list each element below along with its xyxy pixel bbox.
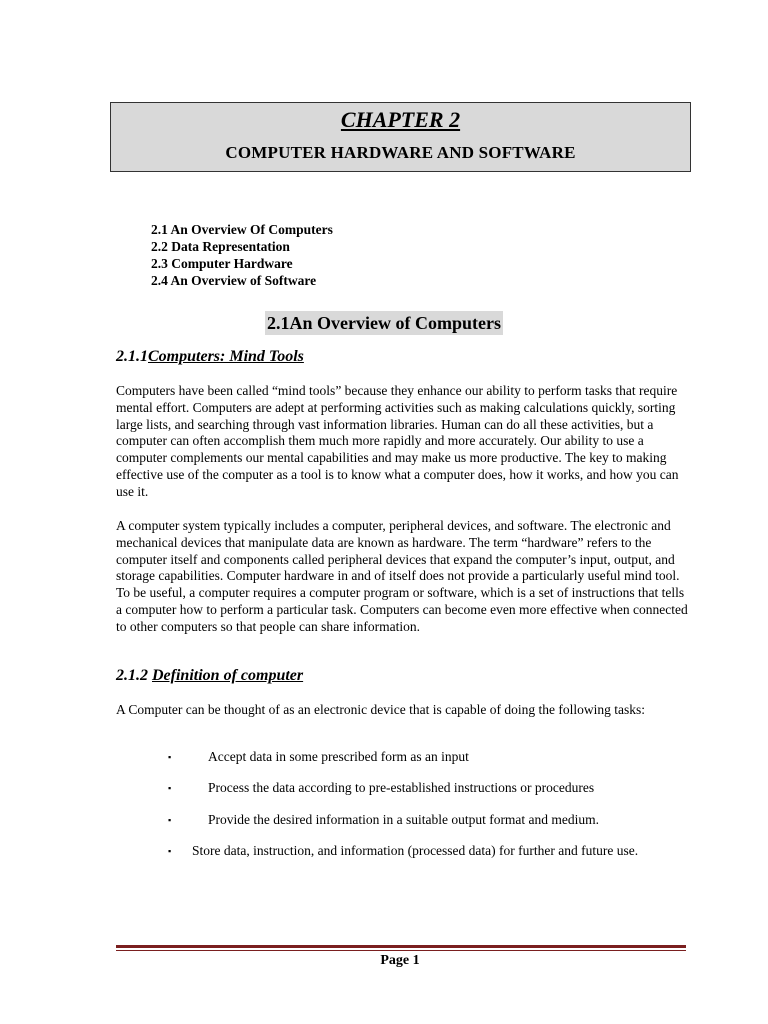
toc-item: 2.2 Data Representation (151, 239, 290, 254)
footer-divider (116, 945, 686, 948)
paragraph-computer-system: A computer system typically includes a computer, peripheral devices, and software. The electronic and mechanical devices that manipulate data are known as hardware. The term “hardware” refers to the computer itself and components called peripheral devices that expand the computer’s input, output, and storage capabilities. Computer hardware in and of itself does not provide a particularly useful mind tool. To be useful, a computer requires a computer program or software, which is a set of instructions that tells a computer how to perform a particular task. Computers can become even more effective when connected to other computers so that people can share information. (116, 518, 688, 634)
toc-item: 2.1 An Overview Of Computers (151, 222, 333, 237)
toc-item: 2.4 An Overview of Software (151, 273, 317, 288)
page-number: Page 1 (380, 953, 420, 968)
footer-divider-thin (116, 950, 686, 951)
list-item (168, 749, 685, 766)
square-bullet-icon: ▪ (168, 752, 172, 762)
task-bullet-list (168, 749, 685, 874)
list-item-text: Provide the desired information in a suitable output format and medium. (208, 811, 600, 827)
subsection-title: Definition of computer (152, 667, 304, 684)
list-item-text: Store data, instruction, and information (processed data) for further and future use. (192, 842, 639, 858)
subsection-number: 2.1.1 (116, 348, 148, 365)
toc-item: 2.3 Computer Hardware (151, 256, 293, 271)
table-of-contents (151, 221, 333, 289)
list-item-text: Accept data in some prescribed form as an input (208, 749, 469, 764)
square-bullet-icon: ▪ (168, 814, 172, 825)
list-item (168, 843, 685, 860)
chapter-header-box (110, 102, 691, 172)
paragraph-definition-intro: A Computer can be thought of as an electronic device that is capable of doing the following tasks: (116, 702, 645, 717)
chapter-title: CHAPTER 2 (340, 107, 461, 132)
paragraph-mind-tools: Computers have been called “mind tools” because they enhance our ability to perform tasks that require mental effort. Computers are adept at performing activities such as making calculations quickly, sorting large lists, and searching through vast information libraries. Human can do all these activities, but a computer can often accomplish them much more rapidly and more accurately. Our ability to use a computer complements our mental capabilities and may make us more productive. The key to making effective use of the computer as a tool is to know what a computer does, how it works, and how you can use it. (116, 383, 679, 499)
chapter-subtitle: COMPUTER HARDWARE AND SOFTWARE (225, 143, 576, 162)
subsection-number: 2.1.2 (116, 667, 152, 684)
subsection-title: Computers: Mind Tools (148, 348, 304, 365)
subsection-heading-mind-tools (116, 348, 304, 366)
subsection-heading-definition (116, 667, 303, 685)
section-heading: 2.1An Overview of Computers (267, 313, 501, 333)
list-item (168, 780, 685, 797)
list-item (168, 812, 685, 829)
square-bullet-icon: ▪ (168, 783, 172, 794)
square-bullet-icon: ▪ (168, 845, 172, 856)
list-item-text: Process the data according to pre-established instructions or procedures (208, 780, 595, 796)
